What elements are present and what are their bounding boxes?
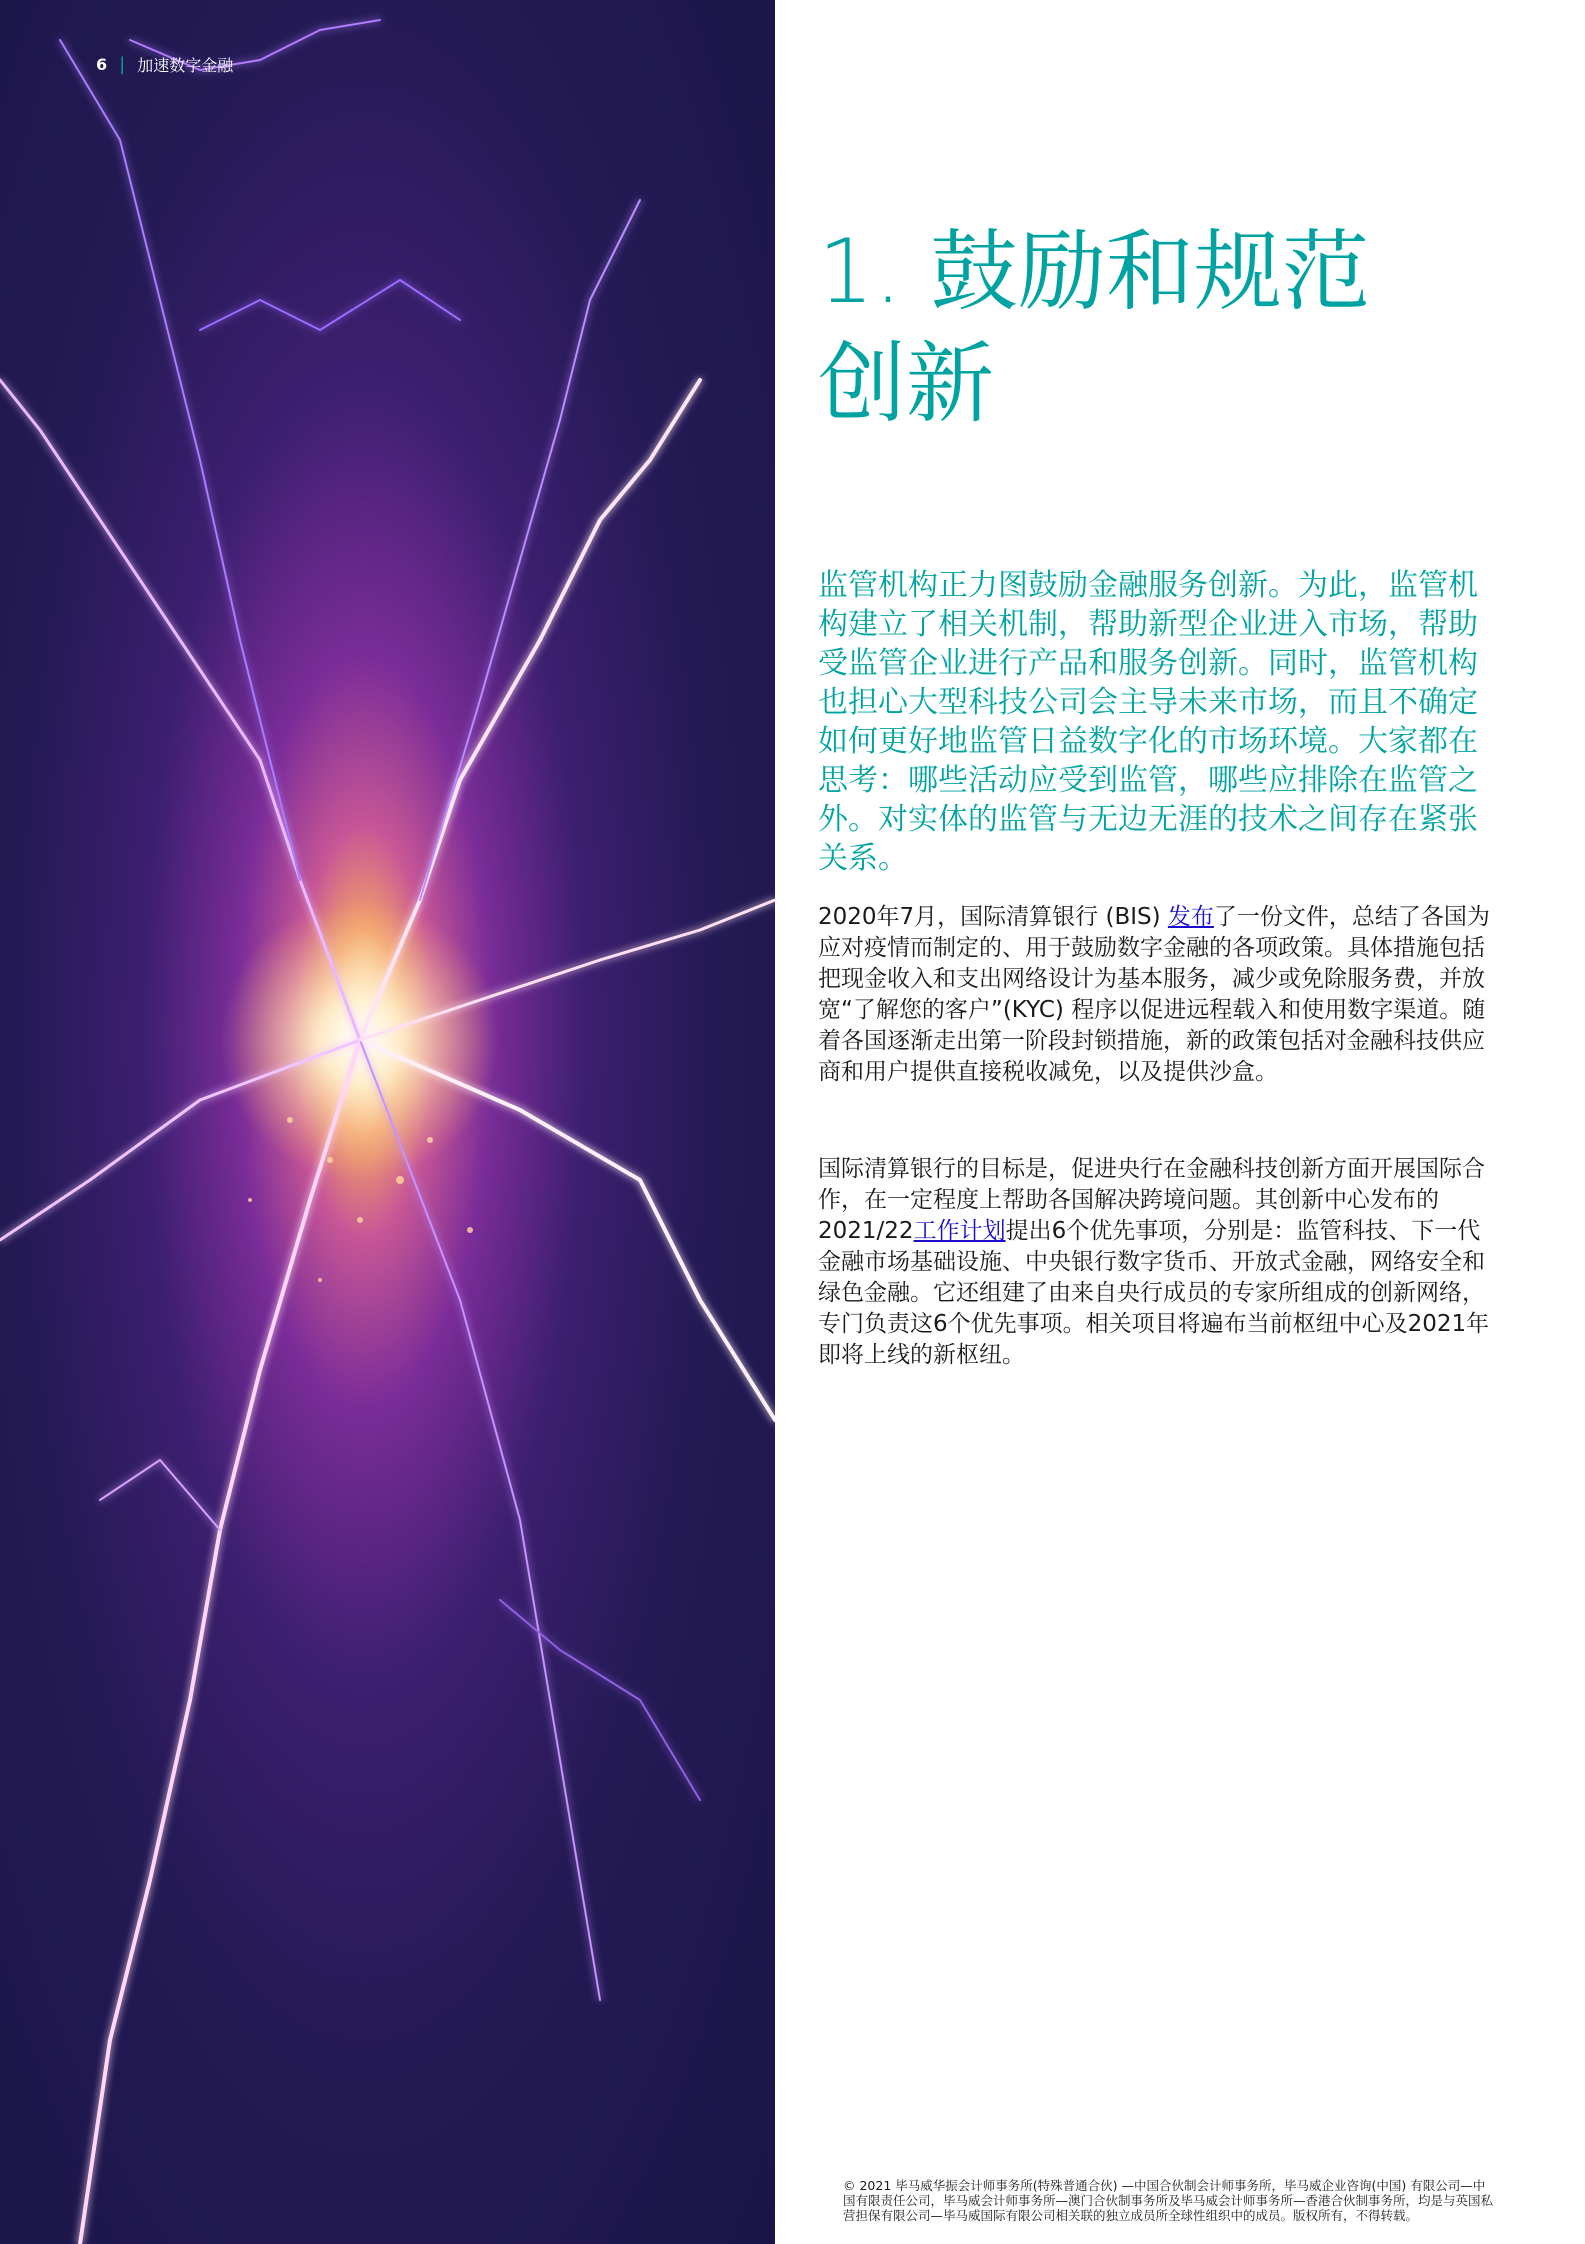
title-line-2: 创新 — [818, 332, 995, 435]
body-paragraph-2 — [818, 1154, 1498, 1371]
lightning-illustration — [0, 0, 775, 2244]
publish-link[interactable]: 发布 — [1167, 904, 1214, 930]
page-title — [818, 216, 1518, 440]
page-header — [96, 53, 233, 76]
paragraph1-text-before: 2020年7月，国际清算银行 (BIS) — [818, 904, 1168, 930]
title-line-1: 1. 鼓励和规范 — [818, 220, 1370, 323]
body-paragraph-1 — [818, 902, 1498, 1088]
lead-paragraph: 监管机构正力图鼓励金融服务创新。为此，监管机构建立了相关机制，帮助新型企业进入市场，帮助受监管企业进行产品和服务创新。同时，监管机构也担心大型科技公司会主导未来市场，而且不确定如何更好地监管日益数字化的市场环境。大家都在思考：哪些活动应受到监管，哪些应排除在监管之外。对实体的监管与无边无涯的技术之间存在紧张关系。 — [818, 568, 1478, 876]
header-separator: | — [119, 54, 126, 75]
work-plan-link[interactable]: 工作计划 — [913, 1218, 1006, 1244]
paragraph2-text-before: 国际清算银行的目标是，促进央行在金融科技创新方面开展国际合作，在一定程度上帮助各国解决跨境问题。其创新中心发布的2021/22 — [818, 1156, 1485, 1244]
lightning-image — [0, 0, 775, 2244]
page-number: 6 — [96, 55, 108, 74]
paragraph2-text-after: 提出6个优先事项，分别是：监管科技、下一代金融市场基础设施、中央银行数字货币、开放式金融，网络安全和绿色金融。它还组建了由来自央行成员的专家所组成的创新网络，专门负责这6个优先事项。相关项目将遍布当前枢纽中心及2021年即将上线的新枢纽。 — [818, 1218, 1490, 1368]
section-title: 加速数字金融 — [137, 56, 234, 75]
paragraph1-text-after: 了一份文件，总结了各国为应对疫情而制定的、用于鼓励数字金融的各项政策。具体措施包括把现金收入和支出网络设计为基本服务，减少或免除服务费，并放宽“了解您的客户”(KYC) 程序以促进远程载入和使用数字渠道。随着各国逐渐走出第一阶段封锁措施，新的政策包括对金融科技供应商和用户提供直接税收减免，以及提供沙盒。 — [818, 904, 1490, 1085]
copyright-footer: © 2021 毕马威华振会计师事务所(特殊普通合伙) —中国合伙制会计师事务所，毕马威企业咨询(中国) 有限公司—中国有限责任公司，毕马威会计师事务所—澳门合伙制事务所及毕马威会计师事务所—香港合伙制事务所，均是与英国私营担保有限公司—毕马威国际有限公司相关联的独立成员所全球性组织中的成员。版权所有，不得转载。 — [843, 2178, 1494, 2223]
